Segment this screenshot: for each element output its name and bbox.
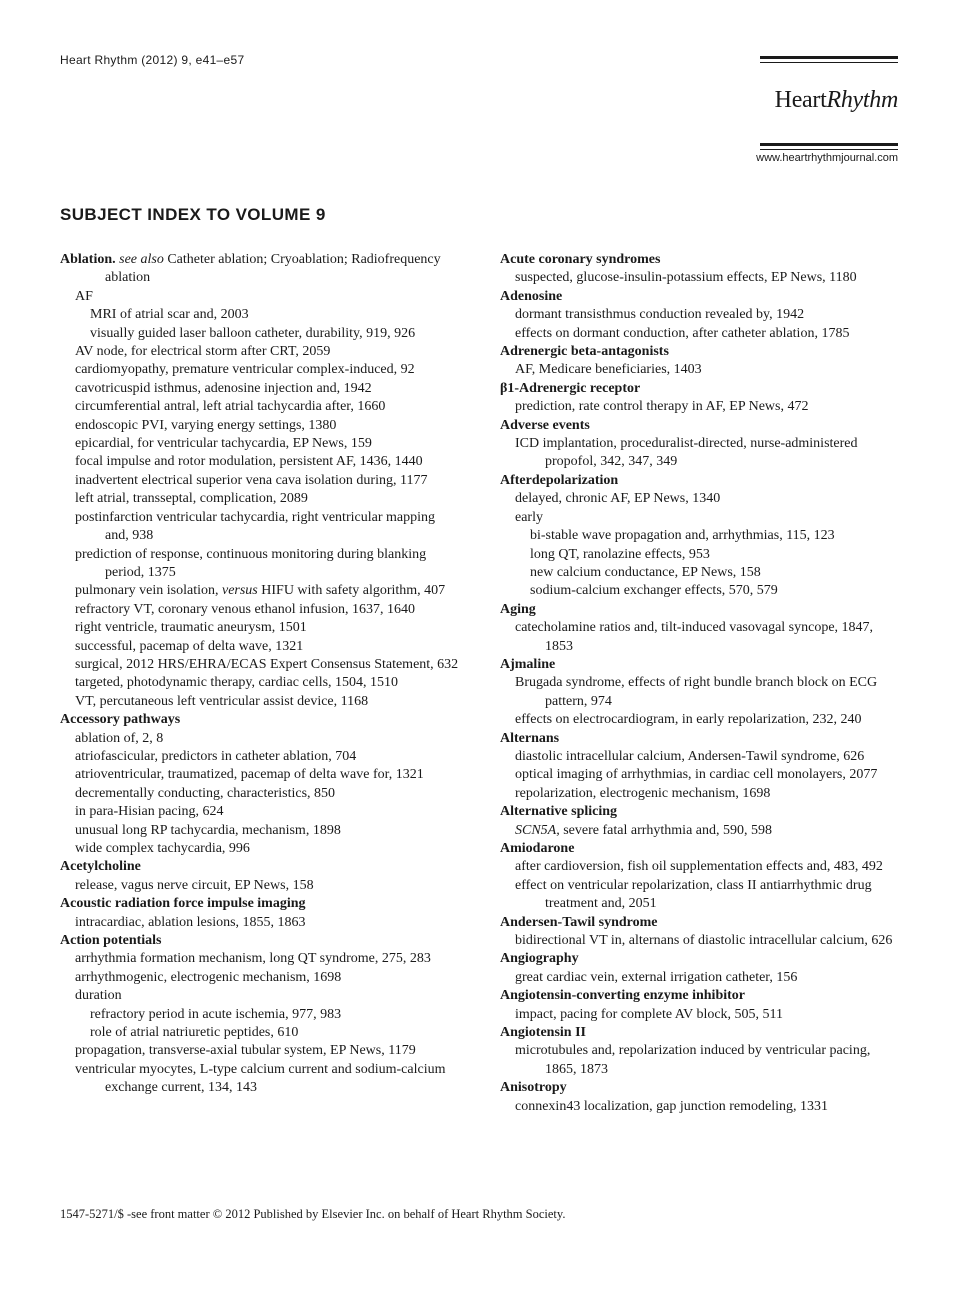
index-entry-text: repolarization, electrogenic mechanism, 1698	[515, 785, 771, 801]
index-subentry	[60, 453, 460, 471]
index-entry-text: prediction, rate control therapy in AF, EP News, 472	[515, 399, 809, 415]
index-heading-term: Afterdepolarization	[500, 472, 619, 488]
index-column-right	[500, 251, 900, 1116]
index-subsubentry	[60, 1024, 460, 1042]
index-subentry	[60, 472, 460, 490]
index-entry-text: ventricular myocytes, L-type calcium current and sodium-calcium exchange current, 134, 143	[75, 1061, 446, 1096]
index-heading	[500, 914, 900, 932]
index-subentry	[60, 619, 460, 637]
journal-website: www.heartrhythmjournal.com	[756, 152, 898, 164]
index-heading-term: Acoustic radiation force impulse imaging	[60, 896, 306, 912]
index-subentry	[60, 638, 460, 656]
index-entry-text: AF, Medicare beneficiaries, 1403	[515, 362, 702, 378]
index-subentry	[500, 509, 900, 527]
index-subentry	[500, 969, 900, 987]
index-entry-text: bidirectional VT in, alternans of diastolic intracellular calcium, 626	[515, 933, 893, 949]
index-subentry	[500, 877, 900, 914]
index-entry-text: ICD implantation, proceduralist-directed, nurse-administered propofol, 342, 347, 349	[515, 436, 858, 470]
index-subsubentry	[500, 546, 900, 564]
index-entry-text: AF	[75, 288, 93, 304]
index-entry-text: AV node, for electrical storm after CRT, 2059	[75, 344, 331, 360]
index-heading	[60, 858, 460, 876]
index-title: SUBJECT INDEX TO VOLUME 9	[60, 205, 326, 224]
index-heading	[500, 601, 900, 619]
index-entry-text: VT, percutaneous left ventricular assist device, 1168	[75, 693, 369, 709]
index-subentry	[500, 619, 900, 656]
index-heading-term: Acetylcholine	[60, 859, 141, 875]
index-entry-text: Brugada syndrome, effects of right bundle branch block on ECG pattern, 974	[515, 675, 878, 709]
index-heading	[500, 1079, 900, 1097]
index-subentry	[60, 361, 460, 379]
index-subentry	[500, 932, 900, 950]
index-subsubentry	[500, 527, 900, 545]
index-subentry	[60, 601, 460, 619]
index-entry-text: endoscopic PVI, varying energy settings, 1380	[75, 417, 337, 433]
journal-logo	[775, 87, 898, 114]
index-subentry	[60, 877, 460, 895]
index-entry-text: unusual long RP tachycardia, mechanism, 1898	[75, 822, 341, 838]
index-entry-text: circumferential antral, left atrial tachycardia after, 1660	[75, 399, 386, 415]
index-subentry	[500, 361, 900, 379]
index-heading	[500, 251, 900, 269]
index-subentry	[60, 288, 460, 306]
index-subentry	[60, 822, 460, 840]
logo-rule-bottom-thin	[760, 149, 898, 150]
index-entry-text: diastolic intracellular calcium, Andersen-Tawil syndrome, 626	[515, 748, 865, 764]
logo-text-rhythm: Rhythm	[826, 87, 898, 113]
index-entry-text: role of atrial natriuretic peptides, 610	[90, 1025, 299, 1041]
index-entry-text: delayed, chronic AF, EP News, 1340	[515, 491, 721, 507]
index-entry-text: effects on electrocardiogram, in early repolarization, 232, 240	[515, 712, 862, 728]
index-entry-text: intracardiac, ablation lesions, 1855, 1863	[75, 914, 306, 930]
index-subentry	[60, 693, 460, 711]
index-subentry	[500, 490, 900, 508]
index-subsubentry	[60, 325, 460, 343]
index-subentry	[500, 766, 900, 784]
index-heading-term: Aging	[500, 601, 536, 617]
index-heading	[500, 380, 900, 398]
index-subentry	[500, 674, 900, 711]
index-heading-term: Alternans	[500, 730, 560, 746]
index-entry-text: left atrial, transseptal, complication, 2089	[75, 491, 308, 507]
index-subentry	[500, 306, 900, 324]
index-subsubentry	[60, 306, 460, 324]
index-entry-text: long QT, ranolazine effects, 953	[530, 546, 710, 562]
index-entry-text: catecholamine ratios and, tilt-induced vasovagal syncope, 1847, 1853	[515, 620, 874, 654]
index-subentry	[500, 1006, 900, 1024]
index-entry-text: dormant transisthmus conduction revealed by, 1942	[515, 307, 805, 323]
index-entry-text: wide complex tachycardia, 996	[75, 841, 250, 856]
index-subentry	[60, 343, 460, 361]
index-heading-term: Acute coronary syndromes	[500, 252, 661, 267]
index-heading-term: Angiotensin II	[500, 1025, 586, 1041]
index-heading	[500, 803, 900, 821]
index-heading-term: Anisotropy	[500, 1080, 567, 1096]
index-heading	[60, 932, 460, 950]
index-entry-italic: versus	[221, 583, 258, 599]
logo-rule-bottom	[760, 143, 898, 146]
index-subentry	[60, 748, 460, 766]
index-heading	[60, 895, 460, 913]
index-entry-text: new calcium conductance, EP News, 158	[530, 564, 761, 580]
index-subentry	[60, 380, 460, 398]
index-subentry	[500, 1098, 900, 1116]
index-heading-term: Amiodarone	[500, 841, 575, 856]
index-entry-text: decrementally conducting, characteristics, 850	[75, 785, 336, 801]
index-entry-text: focal impulse and rotor modulation, persistent AF, 1436, 1440	[75, 454, 423, 470]
index-entry-text: connexin43 localization, gap junction remodeling, 1331	[515, 1098, 828, 1114]
index-heading-term: Ajmaline	[500, 656, 556, 672]
index-subentry	[60, 490, 460, 508]
index-entry-text: optical imaging of arrhythmias, in cardiac cell monolayers, 2077	[515, 767, 878, 783]
index-subentry	[60, 840, 460, 858]
index-subentry	[500, 398, 900, 416]
index-entry-text: bi-stable wave propagation and, arrhythmias, 115, 123	[530, 528, 835, 544]
index-entry-text: arrhythmogenic, electrogenic mechanism, 1698	[75, 969, 342, 985]
index-entry-text: refractory VT, coronary venous ethanol infusion, 1637, 1640	[75, 601, 416, 617]
index-subentry	[500, 711, 900, 729]
index-heading-term: Angiotensin-converting enzyme inhibitor	[500, 988, 745, 1004]
index-heading	[500, 417, 900, 435]
index-heading-term: Accessory pathways	[60, 712, 181, 728]
index-subentry	[500, 1042, 900, 1079]
index-subentry	[60, 950, 460, 968]
index-entry-text: pulmonary vein isolation,	[75, 583, 222, 599]
index-entry-text: atrioventricular, traumatized, pacemap of delta wave for, 1321	[75, 767, 424, 783]
index-heading	[500, 288, 900, 306]
index-entry-text: effects on dormant conduction, after catheter ablation, 1785	[515, 325, 850, 341]
index-entry-italic: SCN5A,	[515, 822, 560, 838]
index-entry-text: right ventricle, traumatic aneurysm, 1501	[75, 620, 307, 636]
index-heading	[500, 950, 900, 968]
index-subentry	[60, 398, 460, 416]
index-subentry	[60, 546, 460, 583]
index-subentry	[60, 803, 460, 821]
index-heading-term: Adrenergic beta-antagonists	[500, 344, 669, 360]
index-subentry	[60, 766, 460, 784]
index-entry-text: postinfarction ventricular tachycardia, right ventricular mapping and, 938	[75, 509, 435, 544]
index-entry-text: cardiomyopathy, premature ventricular complex-induced, 92	[75, 362, 415, 378]
index-entry-text: inadvertent electrical superior vena cava isolation during, 1177	[75, 472, 428, 488]
index-subsubentry	[60, 1006, 460, 1024]
journal-citation: Heart Rhythm (2012) 9, e41–e57	[60, 53, 245, 67]
index-entry-text: MRI of atrial scar and, 2003	[90, 307, 249, 323]
logo-text-heart: Heart	[774, 87, 827, 113]
index-heading	[500, 343, 900, 361]
index-subentry	[60, 435, 460, 453]
index-entry-text: HIFU with safety algorithm, 407	[257, 583, 446, 599]
index-heading	[500, 840, 900, 858]
index-subentry	[60, 417, 460, 435]
index-subentry	[500, 822, 900, 840]
index-heading-term: Angiography	[500, 951, 579, 967]
index-subentry	[500, 785, 900, 803]
index-entry-text: prediction of response, continuous monitoring during blanking period, 1375	[75, 546, 427, 580]
index-entry-text: duration	[75, 988, 122, 1004]
index-subentry	[60, 1061, 460, 1098]
index-heading-term: Action potentials	[60, 933, 162, 949]
index-subsubentry	[500, 564, 900, 582]
index-subentry	[60, 1042, 460, 1060]
index-entry-text: propagation, transverse-axial tubular system, EP News, 1179	[75, 1043, 416, 1059]
index-entry-text: refractory period in acute ischemia, 977, 983	[90, 1006, 342, 1022]
index-entry-text: epicardial, for ventricular tachycardia, EP News, 159	[75, 436, 372, 452]
index-entry-text: arrhythmia formation mechanism, long QT syndrome, 275, 283	[75, 951, 431, 967]
index-heading	[500, 472, 900, 490]
index-entry-text: after cardioversion, fish oil supplementation effects and, 483, 492	[515, 859, 883, 875]
index-heading	[500, 1024, 900, 1042]
index-heading-term: β1-Adrenergic receptor	[500, 380, 641, 396]
index-heading-term: Alternative splicing	[500, 804, 618, 820]
index-subsubentry	[500, 582, 900, 600]
index-heading	[500, 656, 900, 674]
index-entry-text: atriofascicular, predictors in catheter ablation, 704	[75, 748, 357, 764]
index-entry-text: cavotricuspid isthmus, adenosine injection and, 1942	[75, 380, 372, 396]
index-subentry	[500, 435, 900, 472]
logo-rule-top-thin	[760, 62, 898, 63]
index-subentry	[60, 509, 460, 546]
index-subentry	[60, 730, 460, 748]
index-subentry	[500, 858, 900, 876]
index-heading	[60, 711, 460, 729]
index-entry-text: Catheter ablation; Cryoablation; Radiofrequency ablation	[105, 252, 441, 286]
index-entry-text: suspected, glucose-insulin-potassium effects, EP News, 1180	[515, 270, 857, 286]
index-heading	[500, 987, 900, 1005]
index-entry-text: sodium-calcium exchanger effects, 570, 579	[530, 583, 778, 599]
index-entry-text: ablation of, 2, 8	[75, 730, 164, 746]
index-subentry	[500, 325, 900, 343]
index-entry-text: impact, pacing for complete AV block, 505, 511	[515, 1006, 784, 1022]
copyright-footer: 1547-5271/$ -see front matter © 2012 Published by Elsevier Inc. on behalf of Heart Rhythm Society.	[60, 1207, 566, 1221]
index-entry-text: severe fatal arrhythmia and, 590, 598	[559, 822, 772, 838]
index-subentry	[60, 987, 460, 1005]
index-entry-text: microtubules and, repolarization induced by ventricular pacing, 1865, 1873	[515, 1043, 871, 1077]
index-entry-text: successful, pacemap of delta wave, 1321	[75, 638, 304, 654]
index-subentry	[60, 969, 460, 987]
index-subentry	[500, 748, 900, 766]
index-heading-term: Adenosine	[500, 288, 563, 304]
index-column-left	[60, 251, 460, 1098]
index-heading-term: Adverse events	[500, 417, 590, 433]
index-subentry	[60, 582, 460, 600]
index-subentry	[60, 785, 460, 803]
index-entry-text: great cardiac vein, external irrigation catheter, 156	[515, 969, 798, 985]
index-heading	[60, 251, 460, 288]
index-subentry	[60, 656, 460, 674]
index-entry-text: surgical, 2012 HRS/EHRA/ECAS Expert Consensus Statement, 632	[75, 656, 459, 672]
index-entry-text: effect on ventricular repolarization, class II antiarrhythmic drug treatment and, 2051	[515, 877, 872, 912]
index-entry-text: early	[515, 509, 543, 525]
index-subentry	[60, 674, 460, 692]
index-entry-text: in para-Hisian pacing, 624	[75, 804, 224, 820]
index-entry-italic: see also	[119, 252, 164, 267]
index-heading-term: Ablation.	[60, 252, 116, 267]
index-subentry	[60, 914, 460, 932]
index-subentry	[500, 269, 900, 287]
index-heading	[500, 730, 900, 748]
logo-rule-top	[760, 56, 898, 59]
index-entry-text: targeted, photodynamic therapy, cardiac cells, 1504, 1510	[75, 675, 399, 691]
index-heading-term: Andersen-Tawil syndrome	[500, 914, 658, 930]
index-entry-text: release, vagus nerve circuit, EP News, 158	[75, 877, 314, 893]
index-entry-text: visually guided laser balloon catheter, durability, 919, 926	[90, 325, 416, 341]
